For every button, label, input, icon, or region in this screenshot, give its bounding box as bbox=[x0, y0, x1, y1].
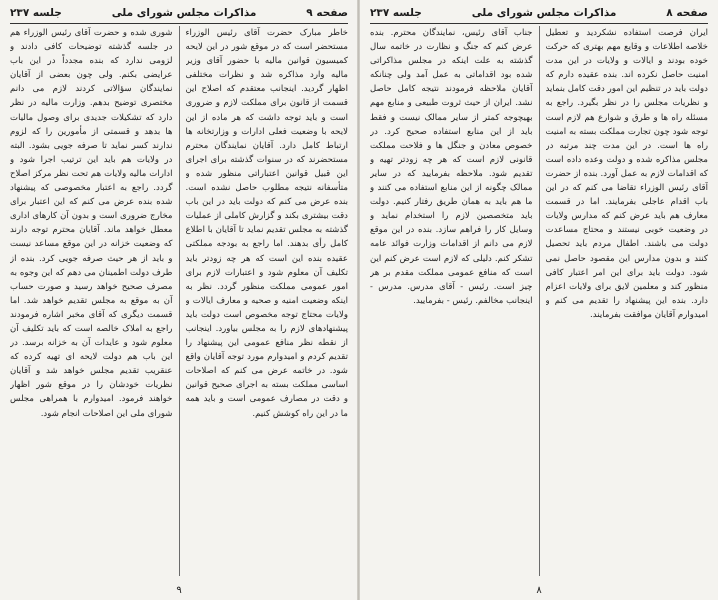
right-page-column-1 bbox=[370, 26, 533, 576]
left-page-column-1 bbox=[10, 26, 173, 576]
left-page bbox=[0, 0, 358, 600]
column-text: جناب آقای رئیس، نمایندگان محترم. بنده عرض کنم که جنگ و نظارت در خاتمه سال گذشته به علت اینکه در مجلس مذاکراتی شده بود اقداماتی به عمل آمد ولی چنانکه آقایان ملاحظه فرمودند نتیجه کامل حاصل نشد. ایران از حیث ثروت طبیعی و منابع مهم بهیچوجه کمتر از سایر ممالک نیست و فقط باید از این منابع استفاده صحیح کرد. در خصوص معادن و جنگل ها و فلاحت مملکت قانونی لازم است که هر چه زودتر تهیه و تقدیم شود. ملاحظه بفرمایید که در سایر ممالک چگونه از این منابع استفاده می کنند و ما هم باید به همان طریق رفتار کنیم. دولت باید متخصصین لازم را استخدام نماید و وسایل کار را فراهم سازد. بنده در این موقع لازم می دانم از اقدامات وزارت فوائد عامه تشکر کنم. دلیلی که لازم است عرض کنم این است که منافع عمومی مملکت مقدم بر هر چیز است. رئیس - آقای مدرس. مدرس - اینجانب مخالفم. رئیس - بفرمایید. bbox=[370, 28, 533, 306]
left-page-column-2 bbox=[186, 26, 349, 576]
right-page-columns bbox=[370, 26, 708, 576]
header-rule bbox=[10, 23, 348, 24]
column-divider bbox=[179, 26, 180, 576]
column-text: شوری شده و حضرت آقای رئیس الوزراء هم در جلسه گذشته توضیحات کافی دادند و لزومی ندارد که بنده مجدداً در این باب عرایضی بکنم. ولی چون بعضی از آقایان نمایندگان سؤالاتی کردند لازم می دانم مختصری توضیح بدهم. وزارت مالیه در نظر دارد که تشکیلات جدیدی برای وصول مالیات ها بدهد و قسمتی از مأمورین را که لزوم ندارند کسر نماید تا صرفه جویی بشود. البته در ولایات هم باید این ترتیب اجرا شود و ادارات مالیه ولایات هم تحت نظر مرکز اصلاح گردد. راجع به اعتبار مخصوصی که پیشنهاد شده بنده عرض می کنم که این اعتبار برای مخارج ضروری است و بدون آن کارهای اداری معطل خواهد ماند. آقایان محترم توجه دارند که وضعیت خزانه در این موقع مساعد نیست و باید از هر حیث صرفه جویی کرد. بنده از طرف دولت اطمینان می دهم که این وجوه به مصرف صحیح خواهد رسید و صورت حساب آن به موقع به مجلس تقدیم خواهد شد. اما قسمت دیگری که آقای مخبر اشاره فرمودند راجع به املاک خالصه است که باید تکلیف آن معلوم شود و عایدات آن به خزانه برسد. در این باب هم دولت لایحه ای تهیه کرده که عنقریب تقدیم مجلس خواهد شد و آقایان نظریات خودشان را در موقع شور اظهار خواهند فرمود. امیدوارم با همراهی مجلس شورای ملی این اصلاحات انجام شود. bbox=[10, 28, 173, 419]
right-page-title: مذاکرات مجلس شورای ملی bbox=[471, 7, 617, 19]
right-page-label: صفحه ۸ bbox=[666, 7, 708, 19]
column-text: خاطر مبارک حضرت آقای رئیس الوزراء مستحضر است که در موقع شور در این لایحه کمیسیون قوانین مالیه با حضور آقای وزیر مالیه وارد مذاکره شد و نظرات مختلفی اظهار گردید. اینجانب معتقدم که اصلاح این قسمت از قانون برای مملکت لازم و ضروری است و باید توجه داشت که هر ماده از این لایحه با وضعیت فعلی ادارات و وزارتخانه ها ارتباط کامل دارد. آقایان نمایندگان محترم مستحضرند که در سنوات گذشته برای اجرای این قبیل قوانین اعتباراتی منظور شده و متأسفانه نتیجه مطلوب حاصل نشده است. بنده عرض می کنم که دولت باید در این باب دقت بیشتری بکند و گزارش کاملی از عملیات گذشته به مجلس تقدیم نماید تا آقایان با اطلاع کامل رأی بدهند. اما راجع به بودجه مملکتی عقیده بنده این است که هر چه زودتر باید تکلیف آن معلوم شود و اعتبارات لازم برای امور عمومی مملکت منظور گردد. نظر به اینکه وضعیت امنیه و صحیه و معارف ایالات و ولایات محتاج توجه مخصوص است دولت باید پیشنهادهای لازم را به مجلس بیاورد. اینجانب از نقطه نظر منافع عمومی این پیشنهاد را تقدیم کردم و امیدوارم مورد توجه آقایان واقع شود. در خاتمه عرض می کنم که اصلاحات اساسی مملکت بسته به اجرای صحیح قوانین و دقت در مصارف عمومی است و باید همه ما در این راه کوشش کنیم. bbox=[185, 28, 348, 419]
right-page-session: جلسه ۲۳۷ bbox=[370, 7, 422, 19]
right-page-number: ۸ bbox=[536, 585, 542, 596]
right-page-column-2 bbox=[546, 26, 709, 576]
left-page-columns bbox=[10, 26, 348, 576]
column-text: ایران فرصت استفاده نشکردید و تعطیل خلاصه اطلاعات و وقایع مهم بهتری که حرکت خوده بودند و ایالات و ولایات در این مدت امنیت حاصل نکرده اند. بنده عقیده دارم که دولت باید در تنظیم این امور دقت کامل بنماید و نظریات مجلس را در نظر بگیرد. راجع به مسئله راه ها و طرق و شوارع هم لازم است توجه شود چون تجارت مملکت بسته به امنیت راه ها است. در این مدت چند مرتبه در مجلس مذاکره شده و دولت وعده داده است که اقدامات لازم به عمل آورد. بنده از حضرت آقای رئیس الوزراء تقاضا می کنم که در این باب اقدام عاجلی بفرمایند. اما در قسمت معارف هم باید عرض کنم که مدارس ولایات در وضعیت خوبی نیستند و محتاج مساعدت دولت می باشند. اطفال مردم باید تحصیل کنند و بدون مدارس این مقصود حاصل نمی شود. دولت باید برای این امر اعتبار کافی منظور کند و معلمین لایق برای ولایات اعزام دارد. بنده این پیشنهاد را تقدیم می کنم و امیدوارم آقایان موافقت بفرمایند. bbox=[545, 28, 708, 320]
header-rule bbox=[370, 23, 708, 24]
left-page-number: ۹ bbox=[176, 585, 182, 596]
right-page bbox=[360, 0, 718, 600]
left-page-label: صفحه ۹ bbox=[306, 7, 348, 19]
left-page-title: مذاکرات مجلس شورای ملی bbox=[111, 7, 257, 19]
right-page-header bbox=[370, 5, 708, 21]
left-page-session: جلسه ۲۳۷ bbox=[10, 7, 62, 19]
left-page-header bbox=[10, 5, 348, 21]
column-divider bbox=[539, 26, 540, 576]
